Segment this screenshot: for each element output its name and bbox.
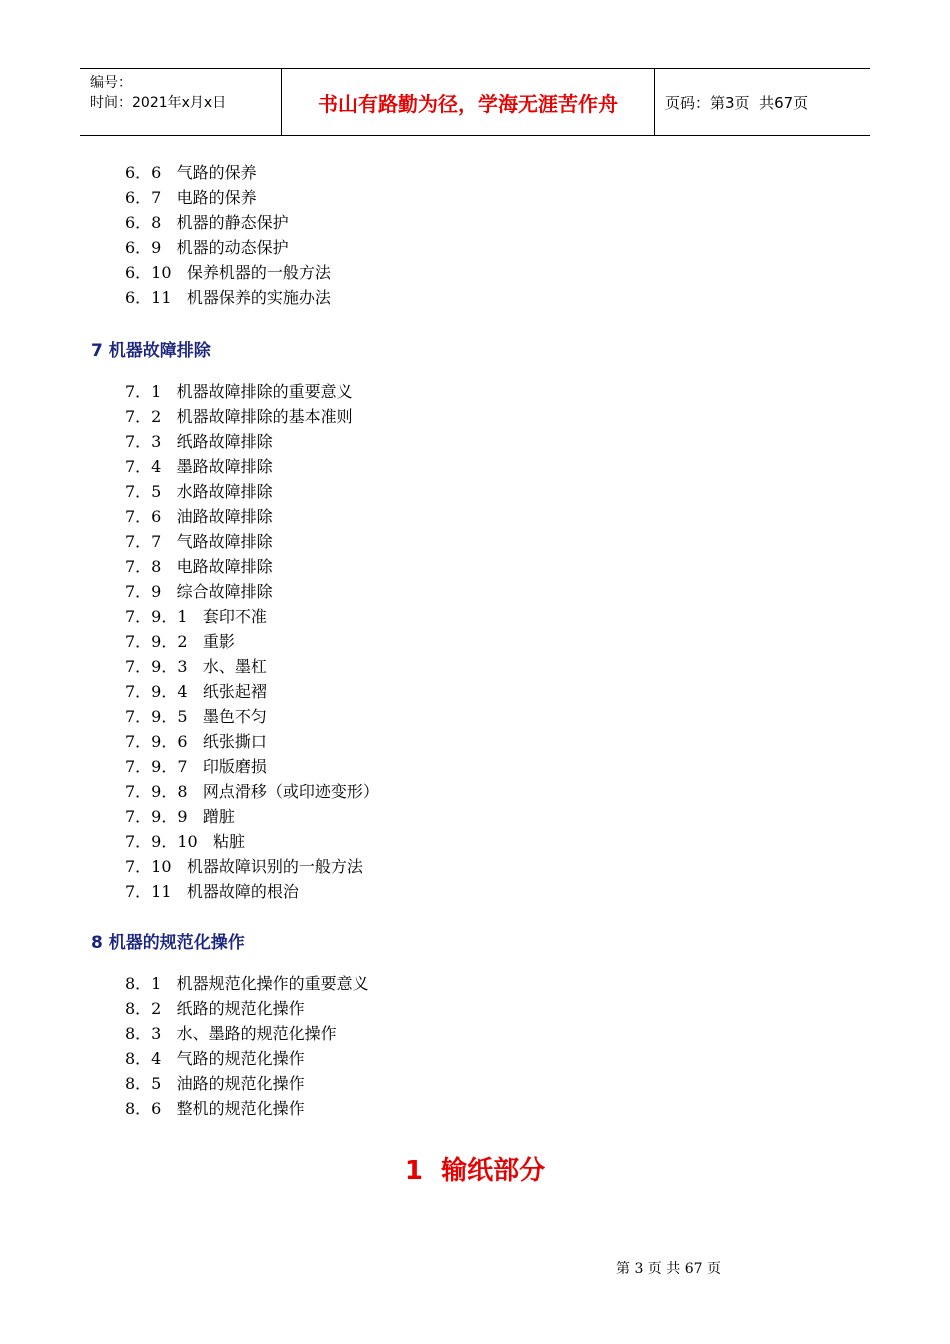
toc-number: 7．1	[125, 382, 162, 401]
toc-title: 整机的规范化操作	[176, 1099, 305, 1118]
toc-number: 6．10	[125, 263, 172, 282]
toc-title: 油路故障排除	[176, 507, 273, 526]
toc-item[interactable]	[125, 657, 267, 677]
toc-title: 蹭脏	[202, 807, 235, 826]
toc-title: 机器的动态保护	[176, 238, 289, 257]
toc-title: 机器故障识别的一般方法	[186, 857, 363, 876]
toc-item[interactable]	[125, 757, 267, 777]
toc-title: 粘脏	[213, 832, 246, 851]
toc-item[interactable]	[125, 682, 267, 702]
toc-number: 8．3	[125, 1024, 162, 1043]
toc-number: 7．9．2	[125, 632, 188, 651]
toc-number: 6．8	[125, 213, 162, 232]
page-info: 页码：第3页 共67页	[665, 93, 809, 112]
toc-item[interactable]	[125, 382, 353, 402]
toc-item[interactable]	[125, 974, 369, 994]
toc-number: 7．4	[125, 457, 162, 476]
toc-number: 7．3	[125, 432, 162, 451]
toc-number: 7．6	[125, 507, 162, 526]
toc-item[interactable]	[125, 857, 363, 877]
toc-number: 6．11	[125, 288, 172, 307]
toc-title: 机器故障排除的重要意义	[176, 382, 353, 401]
page-header	[80, 68, 870, 136]
section-heading-7[interactable]: 7 机器故障排除	[91, 341, 211, 361]
toc-item[interactable]	[125, 882, 299, 902]
toc-item[interactable]	[125, 607, 267, 627]
toc-title: 机器的静态保护	[176, 213, 289, 232]
section-heading-8[interactable]: 8 机器的规范化操作	[91, 933, 245, 953]
header-motto-cell	[282, 69, 655, 135]
toc-number: 6．9	[125, 238, 162, 257]
toc-number: 7．10	[125, 857, 172, 876]
toc-title: 电路的保养	[176, 188, 257, 207]
toc-number: 7．9．10	[125, 832, 198, 851]
toc-title: 气路的规范化操作	[176, 1049, 305, 1068]
toc-title: 墨路故障排除	[176, 457, 273, 476]
toc-item[interactable]	[125, 457, 273, 477]
toc-number: 7．9．3	[125, 657, 188, 676]
toc-number: 8．2	[125, 999, 162, 1018]
toc-number: 8．4	[125, 1049, 162, 1068]
toc-item[interactable]	[125, 432, 273, 452]
toc-number: 7．9．7	[125, 757, 188, 776]
toc-title: 水、墨杠	[202, 657, 267, 676]
toc-item[interactable]	[125, 557, 273, 577]
toc-item[interactable]	[125, 632, 235, 652]
header-page-cell	[655, 69, 870, 135]
toc-title: 电路故障排除	[176, 557, 273, 576]
part-title: 1 输纸部分	[404, 1156, 546, 1186]
toc-title: 套印不准	[202, 607, 267, 626]
toc-item[interactable]	[125, 1024, 337, 1044]
toc-number: 6．6	[125, 163, 162, 182]
toc-number: 7．9．6	[125, 732, 188, 751]
time-label: 时间：2021年x月x日	[90, 95, 227, 111]
toc-title: 水、墨路的规范化操作	[176, 1024, 337, 1043]
toc-item[interactable]	[125, 507, 273, 527]
toc-item[interactable]	[125, 1099, 305, 1119]
toc-item[interactable]	[125, 732, 267, 752]
toc-title: 纸路的规范化操作	[176, 999, 305, 1018]
toc-item[interactable]	[125, 782, 379, 802]
toc-title: 机器保养的实施办法	[186, 288, 331, 307]
toc-title: 网点滑移（或印迹变形）	[202, 782, 379, 801]
toc-title: 保养机器的一般方法	[186, 263, 331, 282]
toc-item[interactable]	[125, 999, 305, 1019]
toc-title: 印版磨损	[202, 757, 267, 776]
toc-title: 纸张起褶	[202, 682, 267, 701]
toc-item[interactable]	[125, 407, 353, 427]
toc-item[interactable]	[125, 832, 245, 852]
toc-number: 8．5	[125, 1074, 162, 1093]
toc-number: 8．6	[125, 1099, 162, 1118]
toc-item[interactable]	[125, 1074, 305, 1094]
toc-item[interactable]	[125, 213, 289, 233]
toc-number: 7．11	[125, 882, 172, 901]
toc-item[interactable]	[125, 163, 257, 183]
toc-title: 水路故障排除	[176, 482, 273, 501]
toc-title: 重影	[202, 632, 235, 651]
toc-title: 综合故障排除	[176, 582, 273, 601]
toc-number: 7．9．4	[125, 682, 188, 701]
toc-number: 7．9	[125, 582, 162, 601]
toc-number: 7．9．9	[125, 807, 188, 826]
toc-title: 机器故障排除的基本准则	[176, 407, 353, 426]
toc-title: 墨色不匀	[202, 707, 267, 726]
toc-number: 7．5	[125, 482, 162, 501]
toc-item[interactable]	[125, 807, 235, 827]
toc-number: 7．9．5	[125, 707, 188, 726]
toc-number: 7．9．1	[125, 607, 188, 626]
toc-number: 8．1	[125, 974, 162, 993]
page-footer: 第 3 页 共 67 页	[616, 1261, 721, 1277]
toc-item[interactable]	[125, 263, 331, 283]
toc-item[interactable]	[125, 482, 273, 502]
toc-number: 7．9．8	[125, 782, 188, 801]
toc-item[interactable]	[125, 1049, 305, 1069]
toc-title: 油路的规范化操作	[176, 1074, 305, 1093]
toc-number: 7．8	[125, 557, 162, 576]
toc-number: 6．7	[125, 188, 162, 207]
toc-number: 7．7	[125, 532, 162, 551]
toc-item[interactable]	[125, 707, 267, 727]
toc-item[interactable]	[125, 238, 289, 258]
toc-item[interactable]	[125, 288, 331, 308]
toc-number: 7．2	[125, 407, 162, 426]
header-left-cell	[80, 69, 282, 135]
toc-title: 纸张撕口	[202, 732, 267, 751]
motto-text: 书山有路勤为径，学海无涯苦作舟	[318, 91, 618, 116]
toc-title: 机器故障的根治	[186, 882, 299, 901]
toc-title: 纸路故障排除	[176, 432, 273, 451]
toc-title: 机器规范化操作的重要意义	[176, 974, 369, 993]
toc-title: 气路故障排除	[176, 532, 273, 551]
number-label: 编号：	[90, 75, 132, 91]
toc-item[interactable]	[125, 188, 257, 208]
toc-item[interactable]	[125, 532, 273, 552]
toc-item[interactable]	[125, 582, 273, 602]
toc-title: 气路的保养	[176, 163, 257, 182]
